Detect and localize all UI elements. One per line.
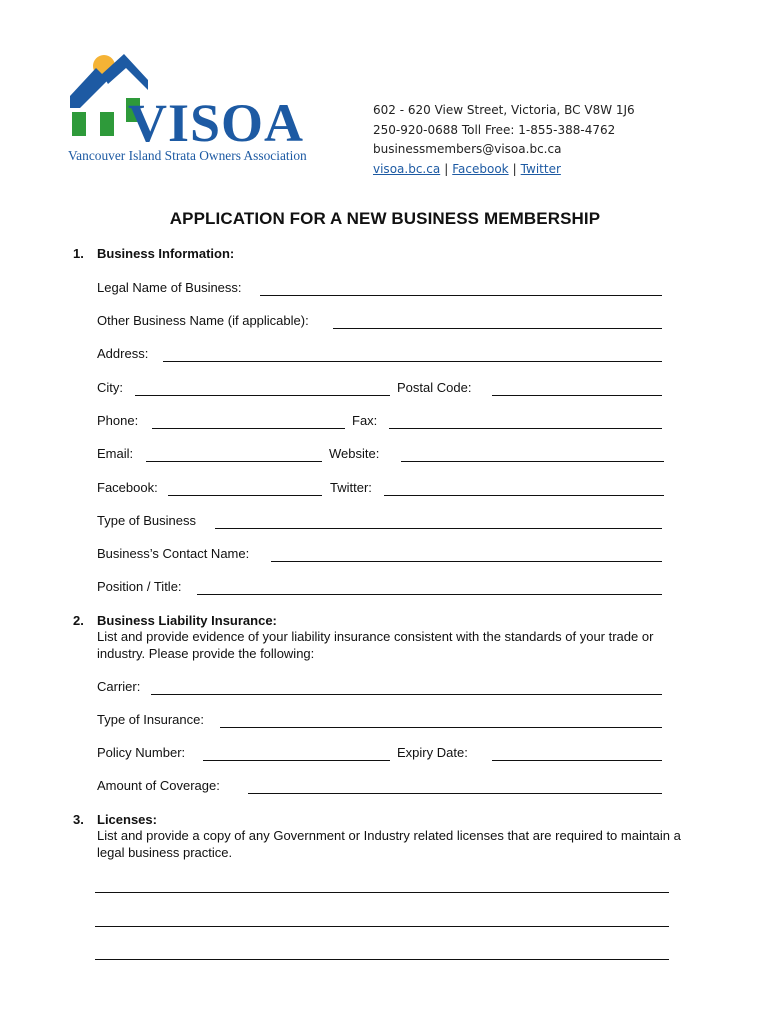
legal-name-row (0, 280, 770, 300)
contact-name-label: Business’s Contact Name: (97, 546, 250, 561)
postal-code-field[interactable] (492, 395, 662, 396)
link-separator: | (444, 161, 449, 176)
postal-code-label: Postal Code: (397, 380, 472, 395)
policy-number-label: Policy Number: (97, 745, 186, 760)
facebook-twitter-row (0, 480, 770, 500)
fax-label: Fax: (352, 413, 378, 428)
twitter-link[interactable]: Twitter (520, 161, 561, 176)
amount-of-coverage-field[interactable] (248, 793, 662, 794)
carrier-label: Carrier: (97, 679, 141, 694)
address-row (0, 346, 770, 366)
type-of-insurance-field[interactable] (220, 727, 662, 728)
amount-of-coverage-label: Amount of Coverage: (97, 778, 220, 793)
fax-field[interactable] (389, 428, 662, 429)
city-label: City: (97, 380, 123, 395)
city-row (0, 380, 770, 400)
type-of-insurance-label: Type of Insurance: (97, 712, 204, 727)
other-name-row (0, 313, 770, 333)
address-field[interactable] (163, 361, 662, 362)
position-title-row (0, 579, 770, 599)
section-3-description: List and provide a copy of any Government or Industry related licenses that are required to maintain a legal business practice. (97, 828, 681, 860)
facebook-label: Facebook: (97, 480, 158, 495)
twitter-field[interactable] (384, 495, 664, 496)
contact-name-field[interactable] (271, 561, 662, 562)
contact-name-row (0, 546, 770, 566)
section-3-heading: Licenses: (97, 812, 157, 827)
licenses-field-line-3[interactable] (95, 959, 669, 960)
other-name-label: Other Business Name (if applicable): (97, 313, 309, 328)
policy-expiry-row (0, 745, 770, 765)
legal-name-label: Legal Name of Business: (97, 280, 242, 295)
type-of-business-label: Type of Business (97, 513, 196, 528)
section-2-number: 2. (73, 613, 84, 628)
link-separator: | (512, 161, 517, 176)
website-link[interactable]: visoa.bc.ca (373, 161, 441, 176)
section-1-heading: Business Information: (97, 246, 235, 261)
position-title-field[interactable] (197, 594, 662, 595)
carrier-row (0, 679, 770, 699)
facebook-link[interactable]: Facebook (452, 161, 509, 176)
city-field[interactable] (135, 395, 390, 396)
email-label: Email: (97, 446, 134, 461)
email-website-row (0, 446, 770, 466)
type-of-insurance-row (0, 712, 770, 732)
address-line: 602 - 620 View Street, Victoria, BC V8W 1J6 (373, 103, 635, 117)
type-of-business-row (0, 513, 770, 533)
expiry-date-label: Expiry Date: (397, 745, 468, 760)
logo-wordmark: VISOA (128, 93, 305, 153)
form-title: APPLICATION FOR A NEW BUSINESS MEMBERSHIP (169, 209, 601, 228)
position-title-label: Position / Title: (97, 579, 182, 594)
address-label: Address: (97, 346, 149, 361)
phone-fax-row (0, 413, 770, 433)
carrier-field[interactable] (151, 694, 662, 695)
expiry-date-field[interactable] (492, 760, 662, 761)
contact-block (373, 101, 635, 179)
licenses-field-line-1[interactable] (95, 892, 669, 893)
amount-of-coverage-row (0, 778, 770, 798)
section-2-description: List and provide evidence of your liability insurance consistent with the standards of your trade or industry. Please provide the following: (97, 629, 654, 661)
phone-line: 250-920-0688 Toll Free: 1-855-388-4762 (373, 122, 616, 137)
links-line (373, 160, 635, 180)
website-field[interactable] (401, 461, 664, 462)
type-of-business-field[interactable] (215, 528, 662, 529)
facebook-field[interactable] (168, 495, 322, 496)
phone-field[interactable] (152, 428, 345, 429)
visoa-logo (66, 50, 318, 170)
legal-name-field[interactable] (260, 295, 662, 296)
section-3-number: 3. (73, 812, 84, 827)
phone-label: Phone: (97, 413, 139, 428)
twitter-label: Twitter: (330, 480, 372, 495)
section-2-heading: Business Liability Insurance: (97, 613, 277, 628)
policy-number-field[interactable] (203, 760, 390, 761)
other-name-field[interactable] (333, 328, 662, 329)
email-line: businessmembers@visoa.bc.ca (373, 142, 562, 156)
website-label: Website: (329, 446, 380, 461)
email-field[interactable] (146, 461, 322, 462)
licenses-field-line-2[interactable] (95, 926, 669, 927)
logo-subtitle: Vancouver Island Strata Owners Association (68, 148, 307, 163)
section-1-number: 1. (73, 246, 84, 261)
